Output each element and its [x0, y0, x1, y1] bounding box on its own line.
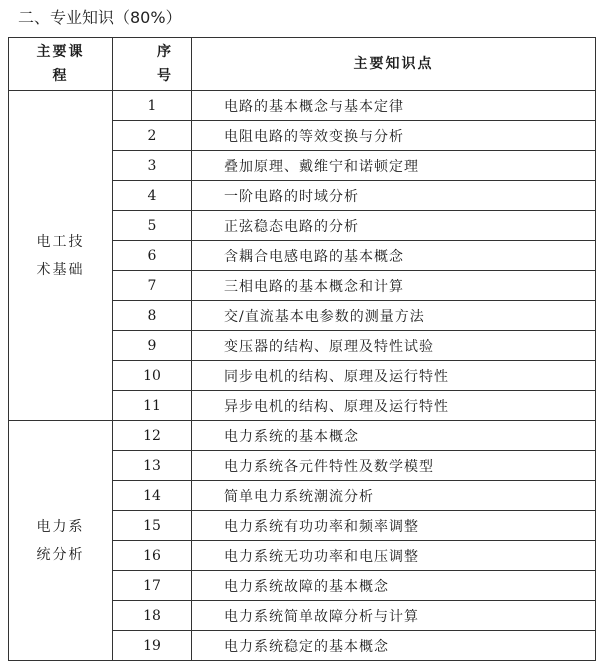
course-name-line2: 术基础 — [36, 261, 85, 278]
header-course-line1: 主要课 — [36, 44, 85, 60]
course-name-line1: 电力系 — [36, 518, 85, 535]
knowledge-point: 电力系统简单故障分析与计算 — [192, 601, 596, 631]
row-number: 2 — [113, 121, 192, 151]
row-number: 11 — [113, 391, 192, 421]
knowledge-point: 电力系统有功功率和频率调整 — [192, 511, 596, 541]
table-row — [9, 91, 596, 121]
course-name-line2: 统分析 — [36, 546, 85, 563]
row-number: 13 — [113, 451, 192, 481]
header-number — [113, 38, 192, 91]
table-header-row — [9, 38, 596, 91]
knowledge-point: 一阶电路的时域分析 — [192, 181, 596, 211]
row-number: 4 — [113, 181, 192, 211]
knowledge-point: 同步电机的结构、原理及运行特性 — [192, 361, 596, 391]
row-number: 10 — [113, 361, 192, 391]
row-number: 19 — [113, 631, 192, 661]
header-points: 主要知识点 — [192, 38, 596, 91]
knowledge-point: 电力系统稳定的基本概念 — [192, 631, 596, 661]
knowledge-point: 叠加原理、戴维宁和诺顿定理 — [192, 151, 596, 181]
row-number: 6 — [113, 241, 192, 271]
course-name-line1: 电工技 — [36, 233, 85, 250]
knowledge-table — [8, 37, 596, 661]
header-number-line2: 号 — [157, 68, 173, 84]
row-number: 7 — [113, 271, 192, 301]
row-number: 9 — [113, 331, 192, 361]
row-number: 16 — [113, 541, 192, 571]
header-course — [9, 38, 113, 91]
knowledge-point: 异步电机的结构、原理及运行特性 — [192, 391, 596, 421]
row-number: 12 — [113, 421, 192, 451]
header-course-line2: 程 — [52, 68, 69, 84]
row-number: 18 — [113, 601, 192, 631]
knowledge-point: 电力系统的基本概念 — [192, 421, 596, 451]
knowledge-point: 电力系统各元件特性及数学模型 — [192, 451, 596, 481]
row-number: 3 — [113, 151, 192, 181]
knowledge-point: 正弦稳态电路的分析 — [192, 211, 596, 241]
header-number-line1: 序 — [157, 44, 173, 60]
knowledge-point: 电阻电路的等效变换与分析 — [192, 121, 596, 151]
knowledge-point: 电路的基本概念与基本定律 — [192, 91, 596, 121]
row-number: 15 — [113, 511, 192, 541]
course-cell — [9, 421, 113, 661]
row-number: 8 — [113, 301, 192, 331]
knowledge-point: 三相电路的基本概念和计算 — [192, 271, 596, 301]
course-cell — [9, 91, 113, 421]
knowledge-point: 电力系统故障的基本概念 — [192, 571, 596, 601]
row-number: 14 — [113, 481, 192, 511]
row-number: 5 — [113, 211, 192, 241]
row-number: 17 — [113, 571, 192, 601]
table-body — [9, 91, 596, 661]
knowledge-point: 含耦合电感电路的基本概念 — [192, 241, 596, 271]
knowledge-point: 交/直流基本电参数的测量方法 — [192, 301, 596, 331]
knowledge-point: 变压器的结构、原理及特性试验 — [192, 331, 596, 361]
knowledge-point: 简单电力系统潮流分析 — [192, 481, 596, 511]
table-row — [9, 421, 596, 451]
section-heading: 二、专业知识（80%） — [18, 8, 182, 27]
knowledge-point: 电力系统无功功率和电压调整 — [192, 541, 596, 571]
row-number: 1 — [113, 91, 192, 121]
